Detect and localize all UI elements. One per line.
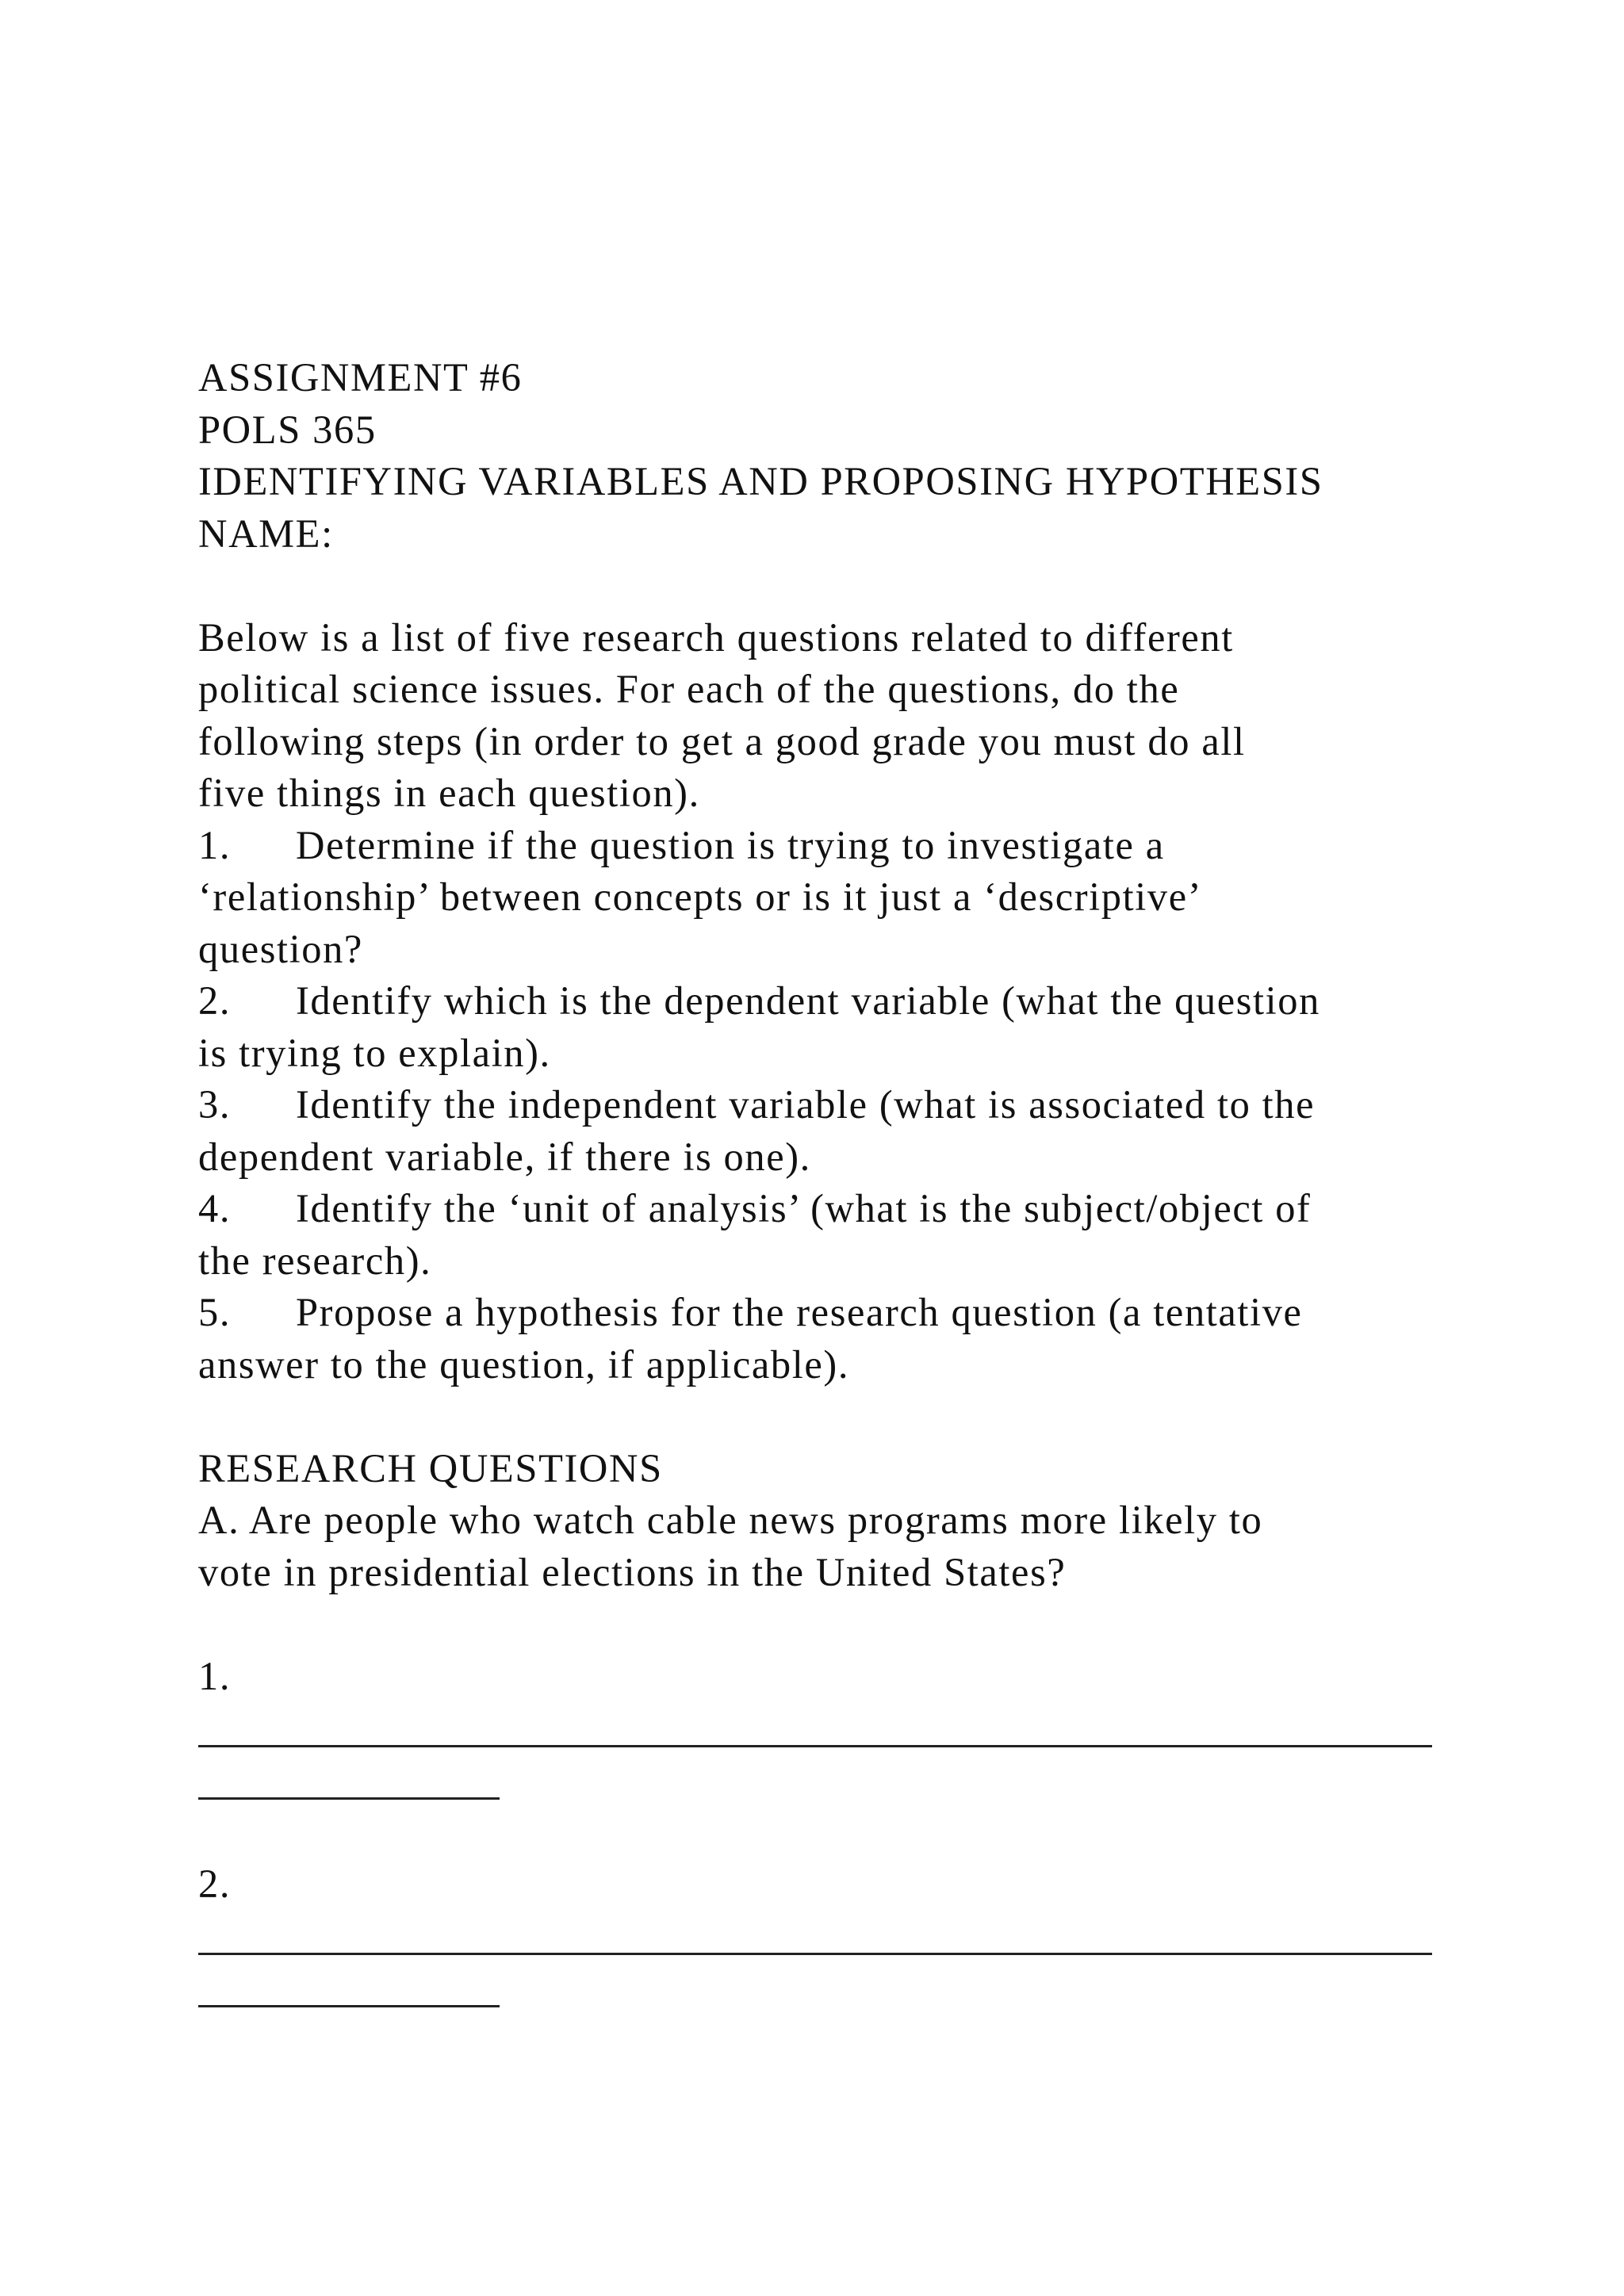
spacer [198,1806,1435,1858]
assignment-number: ASSIGNMENT #6 [198,355,523,400]
research-question-a [198,1494,1435,1598]
name-label: NAME: [198,511,334,556]
step-text: Identify the independent variable (what is associated to the [296,1082,1316,1127]
answer-number: 1. [198,1653,232,1698]
instructions-line: following steps (in order to get a good grade you must do all [198,718,1246,763]
answer-block [198,1651,1435,1807]
step-text-continued: dependent variable, if there is one). [198,1134,811,1179]
answer-line-continued[interactable] [198,1962,1435,2015]
step-number: 3. [198,1082,232,1127]
spacer [198,560,1435,612]
step-number: 4. [198,1186,232,1230]
instructions-line: political science issues. For each of the questions, do the [198,667,1180,711]
step-item [198,1079,1435,1183]
question-line: vote in presidential elections in the United States? [198,1549,1067,1594]
step-text: Propose a hypothesis for the research question (a tentative [296,1290,1303,1334]
spacer [198,1598,1435,1651]
answer-number: 2. [198,1861,232,1906]
assignment-title: IDENTIFYING VARIABLES AND PROPOSING HYPOTHESIS [198,459,1323,503]
step-text-continued: question? [198,926,363,971]
instructions-paragraph [198,612,1435,820]
step-item [198,1183,1435,1287]
answer-line-continued[interactable] [198,1755,1435,1807]
document-page [198,352,1435,2014]
step-number: 2. [198,978,232,1023]
step-number: 5. [198,1290,232,1334]
step-text: Identify which is the dependent variable (what the question [296,978,1320,1023]
step-text-continued: ‘relationship’ between concepts or is it just a ‘descriptive’ [198,874,1203,919]
step-text: Determine if the question is trying to investigate a [296,822,1165,867]
spacer [198,1391,1435,1443]
course-code: POLS 365 [198,407,377,452]
question-line: A. Are people who watch cable news programs more likely to [198,1498,1263,1542]
instructions-line: Below is a list of five research questions related to different [198,614,1234,660]
step-text-continued: is trying to explain). [198,1030,551,1075]
step-text-continued: answer to the question, if applicable). [198,1341,850,1387]
step-item [198,1287,1435,1391]
instructions-line: five things in each question). [198,771,700,815]
answer-block [198,1858,1435,2015]
step-number: 1. [198,822,232,867]
answer-line[interactable] [198,1702,1435,1755]
research-heading: RESEARCH QUESTIONS [198,1445,663,1490]
step-text-continued: the research). [198,1238,432,1283]
step-item [198,820,1435,976]
answer-line[interactable] [198,1910,1435,1962]
step-text: Identify the ‘unit of analysis’ (what is the subject/object of [296,1186,1312,1230]
steps-list [198,820,1435,1391]
step-item [198,975,1435,1079]
